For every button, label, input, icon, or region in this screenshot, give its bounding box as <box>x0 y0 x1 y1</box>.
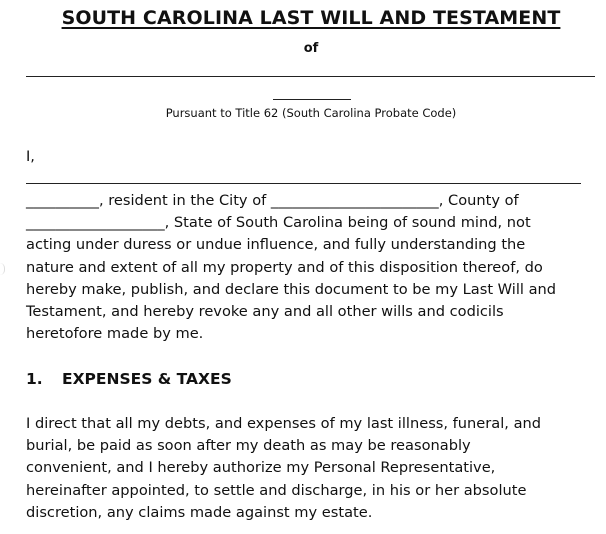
intro-line: __________, resident in the City of _______________________, County of <box>26 192 519 209</box>
intro-line: ___________________, State of South Carolina being of sound mind, not <box>26 214 531 232</box>
name-blank-line <box>26 183 581 184</box>
intro-line: Testament, and hereby revoke any and all other wills and codicils <box>26 302 504 320</box>
section-1-paragraph <box>26 413 541 524</box>
section-line: I direct that all my debts, and expenses of my last illness, funeral, and <box>26 415 542 432</box>
salutation: I, <box>26 148 35 165</box>
intro-paragraph <box>26 190 556 345</box>
intro-line: acting under duress or undue influence, and fully understanding the <box>26 236 526 254</box>
intro-line: hereby make, publish, and declare this document to be my Last Will and <box>26 280 557 298</box>
intro-line: heretofore made by me. <box>26 325 204 343</box>
section-title: EXPENSES & TAXES <box>62 370 232 388</box>
date-blank-line <box>273 99 351 100</box>
section-line: burial, be paid as soon after my death as may be reasonably <box>26 437 471 455</box>
section-line: convenient, and I hereby authorize my Personal Representative, <box>26 459 496 477</box>
section-number: 1. <box>26 370 43 388</box>
section-line: hereinafter appointed, to settle and discharge, in his or her absolute <box>26 481 527 499</box>
intro-line: nature and extent of all my property and of this disposition thereof, do <box>26 258 543 276</box>
of-label: of <box>303 41 319 56</box>
document-title: SOUTH CAROLINA LAST WILL AND TESTAMENT <box>61 7 561 29</box>
page-edge-mark <box>0 263 5 275</box>
section-heading-expenses-taxes <box>26 370 232 388</box>
testator-name-line <box>26 76 595 77</box>
pursuant-statement: Pursuant to Title 62 (South Carolina Probate Code) <box>165 106 457 120</box>
section-line: discretion, any claims made against my estate. <box>26 503 373 521</box>
